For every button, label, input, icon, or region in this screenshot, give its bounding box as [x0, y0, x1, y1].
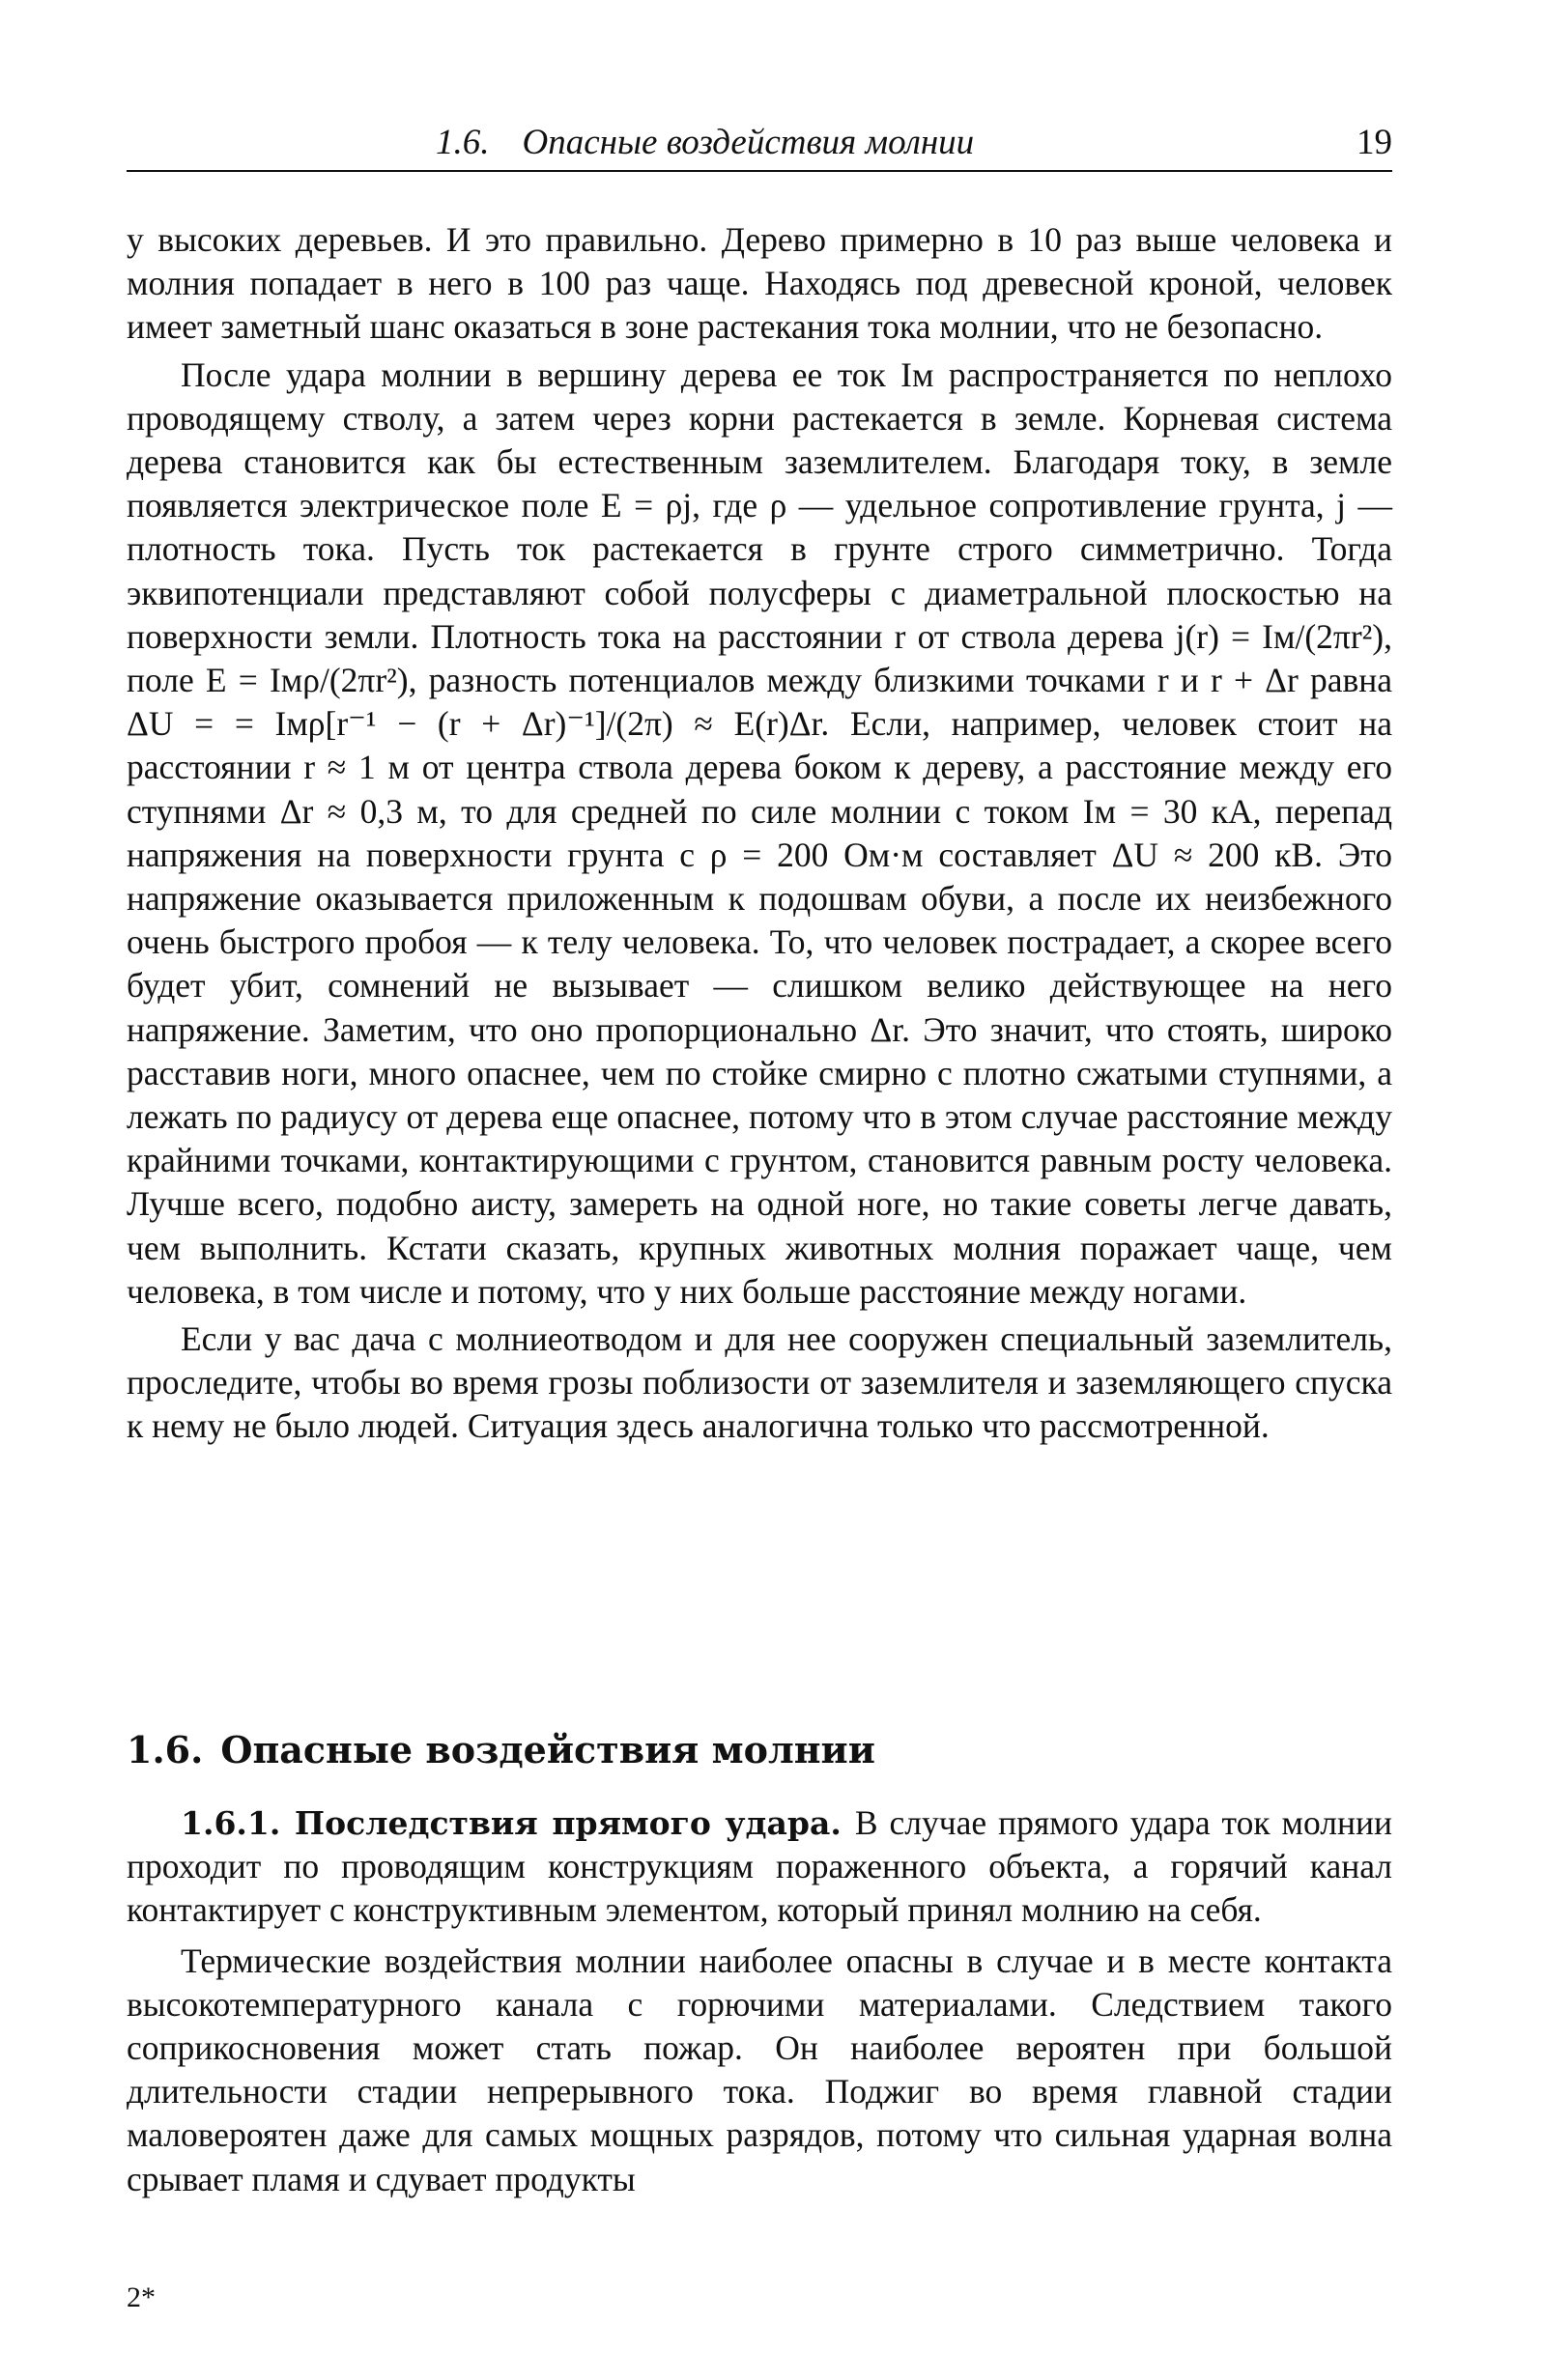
- subsection-body: [127, 1801, 1392, 2201]
- signature-mark: 2*: [127, 2281, 156, 2313]
- paragraph-thermal-effects: Термические воздействия молнии наиболее опасны в случае и в месте контакта высокотемпературного канала с горючими материалами. Следствием такого соприкосновения может стать пожар. Он наиболее вероятен при большой длительности стадии непрерывного тока. Поджиг во время главной стадии маловероятен даже для самых мощных разрядов, потому что сильная ударная волна срывает пламя и сдувает продукты: [127, 1941, 1392, 2198]
- running-header-section-title: Опасные воздействия молнии: [522, 123, 975, 162]
- paragraph-dacha-grounding: Если у вас дача с молниеотводом и для нее сооружен специальный заземлитель, проследите, чтобы во время грозы поблизости от заземлителя и заземляющего спуска к нему не было людей. Ситуация здесь аналогична только что рассмотренной.: [127, 1319, 1392, 1446]
- paragraph-ground-current: После удара молнии в вершину дерева ее ток Iм распространяется по неплохо проводящему стволу, а затем через корни растекается в земле. Корневая система дерева становится как бы естественным заземлителем. Благодаря току, в земле появляется электрическое поле E = ρj, где ρ — удельное сопротивление грунта, j — плотность тока. Пусть ток растекается в грунте строго симметрично. Тогда эквипотенциали представляют собой полусферы с диаметральной плоскостью на поверхности земли. Плотность тока на расстоянии r от ствола дерева j(r) = Iм/(2πr²), поле E = Iмρ/(2πr²), разность потенциалов между близкими точками r и r + Δr равна ΔU = = Iмρ[r⁻¹ − (r + Δr)⁻¹]/(2π) ≈ E(r)Δr. Если, например, человек стоит на расстоянии r ≈ 1 м от центра ствола дерева боком к дереву, а расстояние между его ступнями Δr ≈ 0,3 м, то для средней по силе молнии с током Iм = 30 кА, перепад напряжения на поверхности грунта с ρ = 200 Ом·м составляет ΔU ≈ 200 кВ. Это напряжение оказывается приложенным к подошвам обуви, а после их неизбежного очень быстрого пробоя — к телу человека. То, что человек пострадает, а скорее всего будет убит, сомнений не вызывает — слишком велико действующее на него напряжение. Заметим, что оно пропорционально Δr. Это значит, что стоять, широко расставив ноги, много опаснее, чем по стойке смирно с плотно сжатыми ступнями, а лежать по радиусу от дерева еще опаснее, потому что в этом случае расстояние между крайними точками, контактирующими с грунтом, становится равным росту человека. Лучше всего, подобно аисту, замереть на одной ноге, но такие советы легче давать, чем выполнить. Кстати сказать, крупных животных молния поражает чаще, чем человека, в том числе и потому, что у них больше расстояние между ногами.: [127, 354, 1392, 1311]
- subsection-run-in-heading: 1.6.1. Последствия прямого удара.: [181, 1804, 842, 1842]
- section-heading: [127, 1726, 1392, 1774]
- running-header-title: [436, 122, 974, 163]
- paragraph-direct-strike-text: В случае прямого удара ток молнии проходит по проводящим конструкциям пораженного объекта, а горячий канал контактирует с конструктивным элементом, который принял молнию на себя.: [127, 1803, 1392, 1930]
- paragraph-continuation: у высоких деревьев. И это правильно. Дерево примерно в 10 раз выше человека и молния попадает в него в 100 раз чаще. Находясь под древесной кроной, человек имеет заметный шанс оказаться в зоне растекания тока молнии, что не безопасно.: [127, 220, 1392, 347]
- paragraph-direct-strike: [127, 1801, 1392, 1933]
- section-heading-number: 1.6.: [127, 1728, 204, 1771]
- section-heading-title: Опасные воздействия молнии: [220, 1728, 875, 1771]
- running-header-section-number: 1.6.: [436, 123, 490, 162]
- running-header: [127, 120, 1392, 172]
- page-number: 19: [1356, 123, 1392, 162]
- body-text: [127, 218, 1392, 1449]
